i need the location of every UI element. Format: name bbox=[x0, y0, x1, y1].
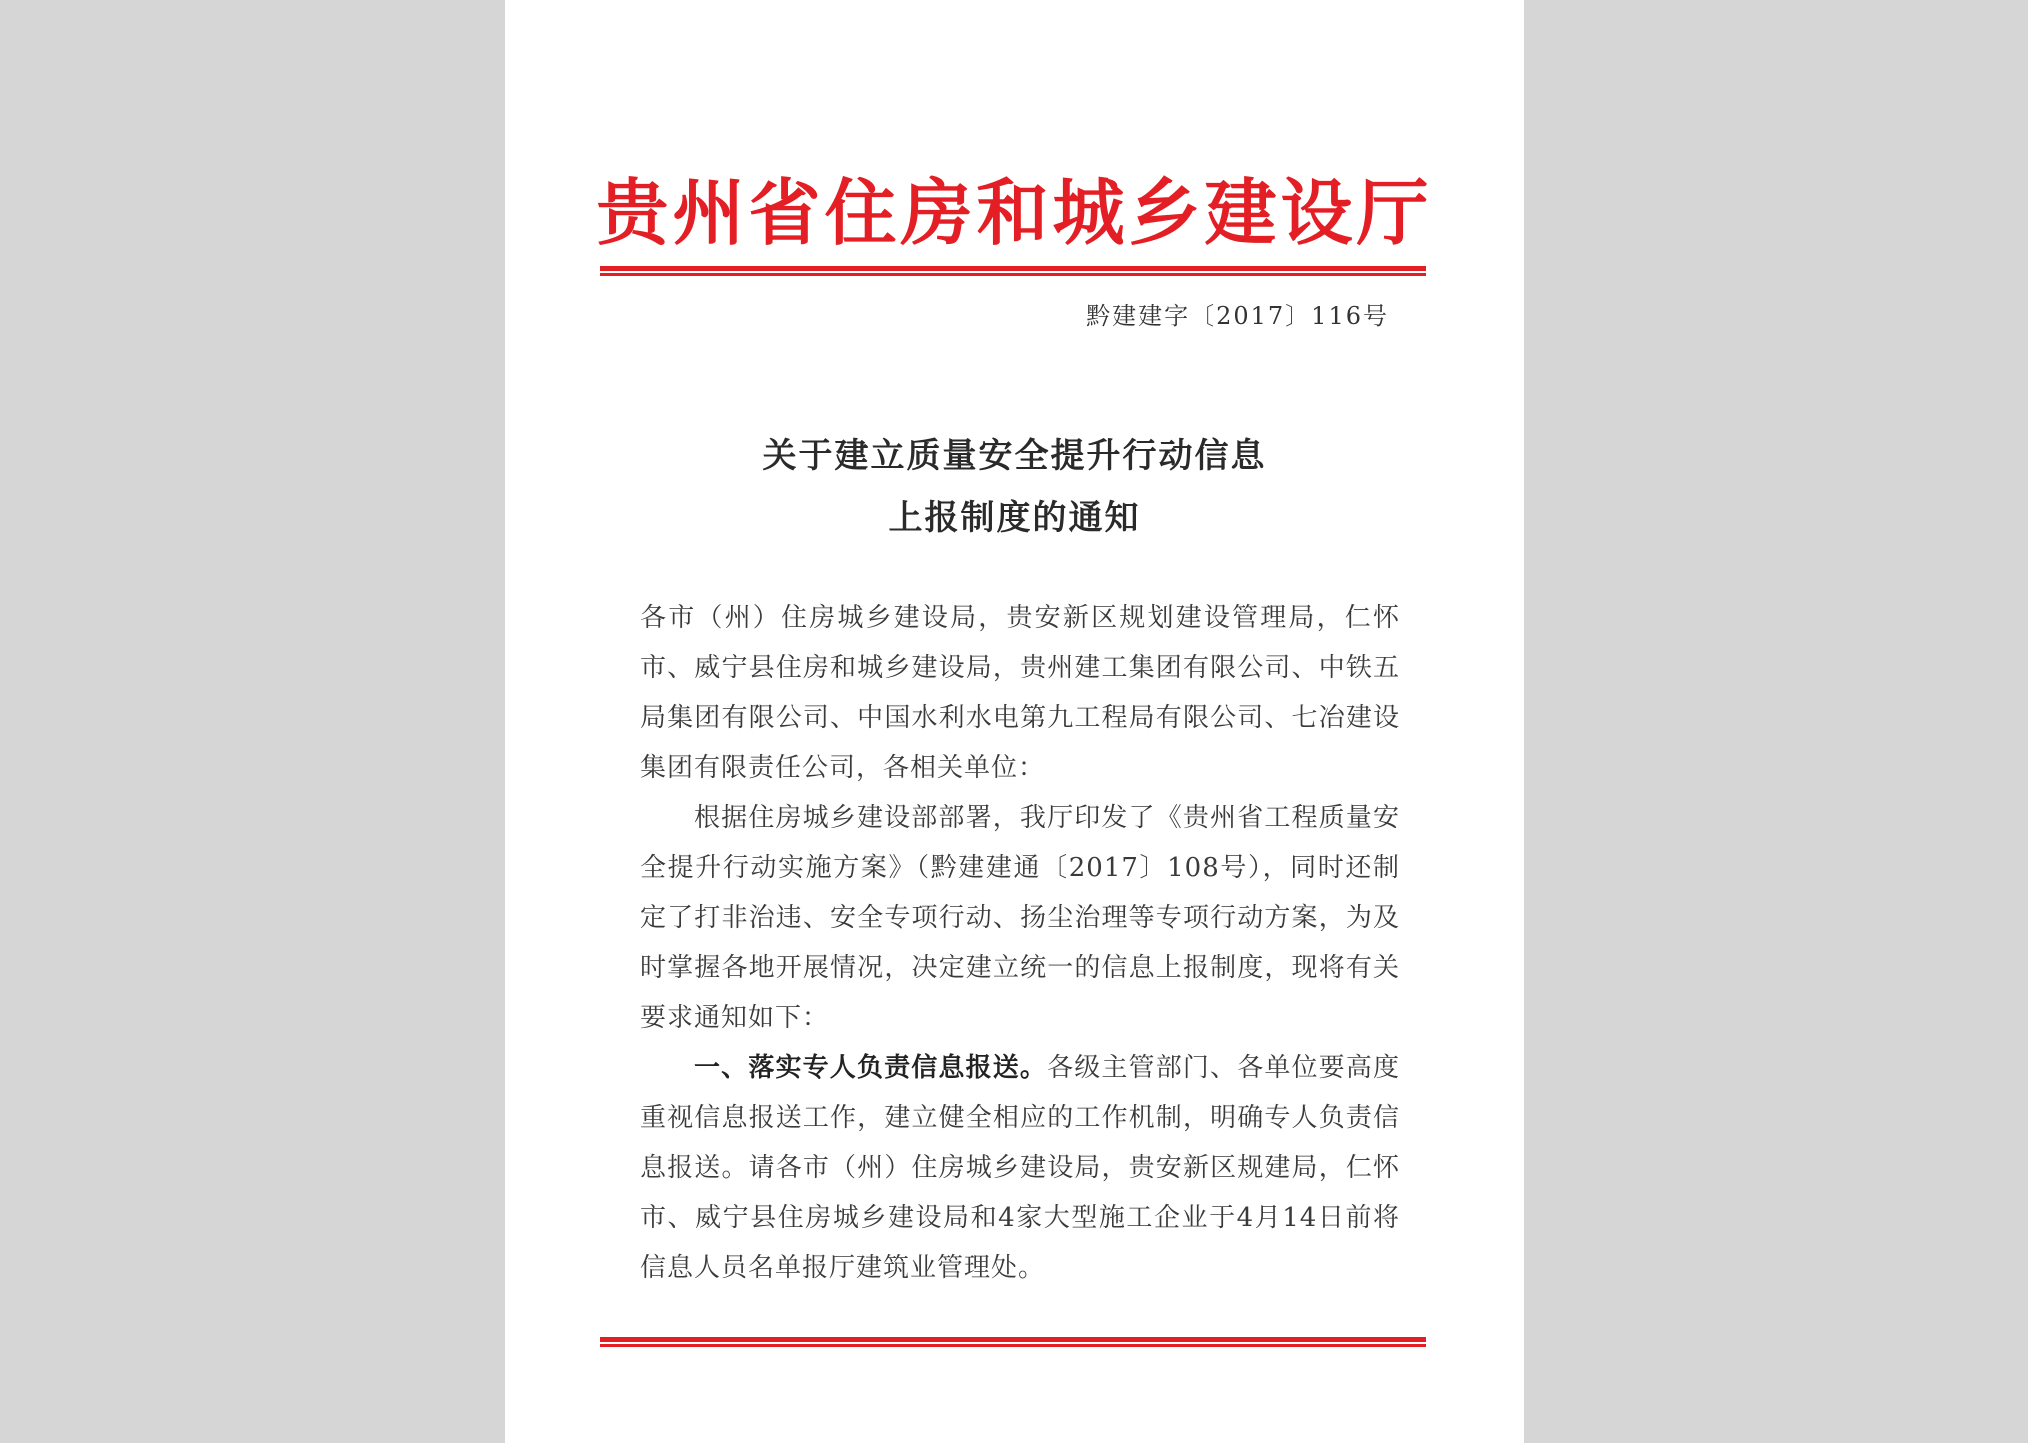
section-one-heading: 一、落实专人负责信息报送。 bbox=[694, 1053, 1048, 1083]
issuer-heading: 贵州省住房和城乡建设厅 bbox=[596, 170, 1433, 255]
section-one-paragraph bbox=[640, 1043, 1400, 1293]
document-page bbox=[505, 0, 1524, 1443]
document-number: 黔建建字〔2017〕116号 bbox=[1086, 302, 1389, 330]
intro-paragraph: 根据住房城乡建设部部署，我厅印发了《贵州省工程质量安全提升行动实施方案》（黔建建通〔2017〕108号），同时还制定了打非治违、安全专项行动、扬尘治理等专项行动方案，为及时掌握各地开展情况，决定建立统一的信息上报制度，现将有关要求通知如下： bbox=[640, 803, 1400, 1033]
header-rule-bottom bbox=[600, 273, 1426, 276]
footer-rule-bottom bbox=[600, 1344, 1426, 1347]
document-body bbox=[640, 593, 1400, 1293]
title-line-1: 关于建立质量安全提升行动信息 bbox=[762, 436, 1267, 476]
addressee-paragraph: 各市（州）住房城乡建设局，贵安新区规划建设管理局，仁怀市、威宁县住房和城乡建设局，贵州建工集团有限公司、中铁五局集团有限公司、中国水利水电第九工程局有限公司、七冶建设集团有限责任公司，各相关单位： bbox=[640, 603, 1400, 783]
title-line-2: 上报制度的通知 bbox=[888, 498, 1141, 538]
footer-rule-top bbox=[600, 1337, 1426, 1342]
header-rule-top bbox=[600, 266, 1426, 271]
section-one-text: 各级主管部门、各单位要高度重视信息报送工作，建立健全相应的工作机制，明确专人负责信息报送。请各市（州）住房城乡建设局，贵安新区规建局，仁怀市、威宁县住房城乡建设局和4家大型施工企业于4月14日前将信息人员名单报厅建筑业管理处。 bbox=[640, 1053, 1400, 1283]
